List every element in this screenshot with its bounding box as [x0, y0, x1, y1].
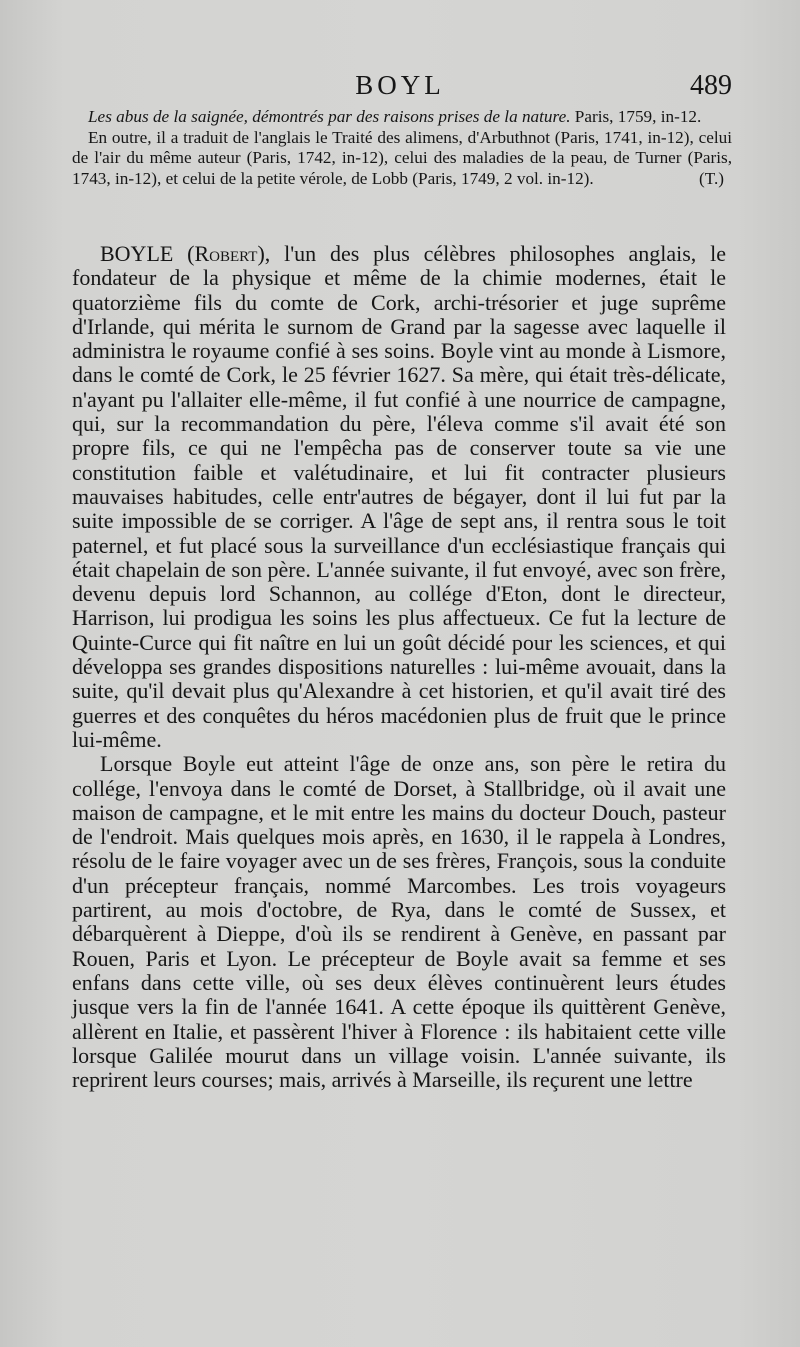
translations-text: En outre, il a traduit de l'anglais le Traité des alimens, d'Arbuthnot (Paris, 1741, in-12), celui de l'air du même auteur (Paris, 1742, in-12), celui des maladies de la peau, de Turner (Paris, 1743, in-12), et celui de la petite vérole, de Lobb (Paris, 1749, 2 vol. in-12).: [72, 127, 732, 188]
page-number: 489: [690, 70, 732, 101]
entry-name-close: ),: [257, 241, 271, 266]
biography-entry: [72, 242, 726, 1092]
bibliography-notes: [72, 107, 732, 189]
work-title: Les abus de la saignée, démontrés par des raisons prises de la nature.: [88, 107, 571, 126]
running-head: BOYL: [355, 70, 445, 100]
paragraph: [72, 242, 726, 752]
page-header: [0, 70, 800, 106]
work-publication: Paris, 1759, in-12.: [574, 107, 702, 126]
entry-given-name: Robert: [194, 241, 258, 266]
author-initials: (T.): [699, 168, 724, 188]
paragraph: Lorsque Boyle eut atteint l'âge de onze ans, son père le retira du collége, l'envoya dans le comté de Dorset, à Stallbridge, où il avait une maison de campagne, et le mit entre les mains du docteur Douch, pasteur de l'endroit. Mais quelques mois après, en 1630, il le rappela à Londres, résolu de le faire voyager avec un de ses frères, François, sous la conduite d'un précepteur français, nommé Marcombes. Les trois voyageurs partirent, au mois d'octobre, de Rya, dans le comté de Sussex, et débarquèrent à Dieppe, d'où ils se rendirent à Genève, en passant par Rouen, Paris et Lyon. Le précepteur de Boyle avait sa femme et ses enfans dans cette ville, où ses deux élèves continuèrent leurs études jusque vers la fin de l'année 1641. A cette époque ils quittèrent Genève, allèrent en Italie, et passèrent l'hiver à Florence : ils habitaient cette ville lorsque Galilée mourut dans un village voisin. L'année suivante, ils reprirent leurs courses; mais, arrivés à Marseille, ils reçurent une lettre: [72, 751, 726, 1093]
paragraph-text: l'un des plus célèbres philosophes anglais, le fondateur de la physique et même de la chimie modernes, était le quatorzième fils du comte de Cork, archi-trésorier et juge suprême d'Irlande, qui mérita le surnom de Grand par la sagesse avec laquelle il administra le royaume confié à ses soins. Boyle vint au monde à Lismore, dans le comté de Cork, le 25 février 1627. Sa mère, qui était très-délicate, n'ayant pu l'allaiter elle-même, il fut confié à une nourrice de campagne, qui, sur la recommandation du père, l'éleva comme s'il avait été son propre fils, ce qui ne l'empêcha pas de conserver toute sa vie une constitution faible et valétudinaire, et lui fit contracter plusieurs mauvaises habitudes, celle entr'autres de bégayer, dont il lui fut par la suite impossible de se corriger. A l'âge de sept ans, il rentra sous le toit paternel, et fut placé sous la surveillance d'un ecclésiastique français qui était chapelain de son père. L'année suivante, il fut envoyé, avec son frère, devenu depuis lord Schannon, au collége d'Eton, dont le directeur, Harrison, lui prodigua les soins les plus affectueux. Ce fut la lecture de Quinte-Curce qui fit naître en lui un goût décidé pour les sciences, et qui développa ses grandes dispositions naturelles : lui-même avouait, dans la suite, qu'il devait plus qu'Alexandre à cet historien, et qu'il avait tiré des guerres et des conquêtes du héros macédonien plus de fruit que le prince lui-même.: [72, 241, 726, 752]
translations-note: [72, 128, 732, 190]
work-citation: [72, 107, 732, 128]
entry-name: BOYLE (: [100, 241, 195, 266]
